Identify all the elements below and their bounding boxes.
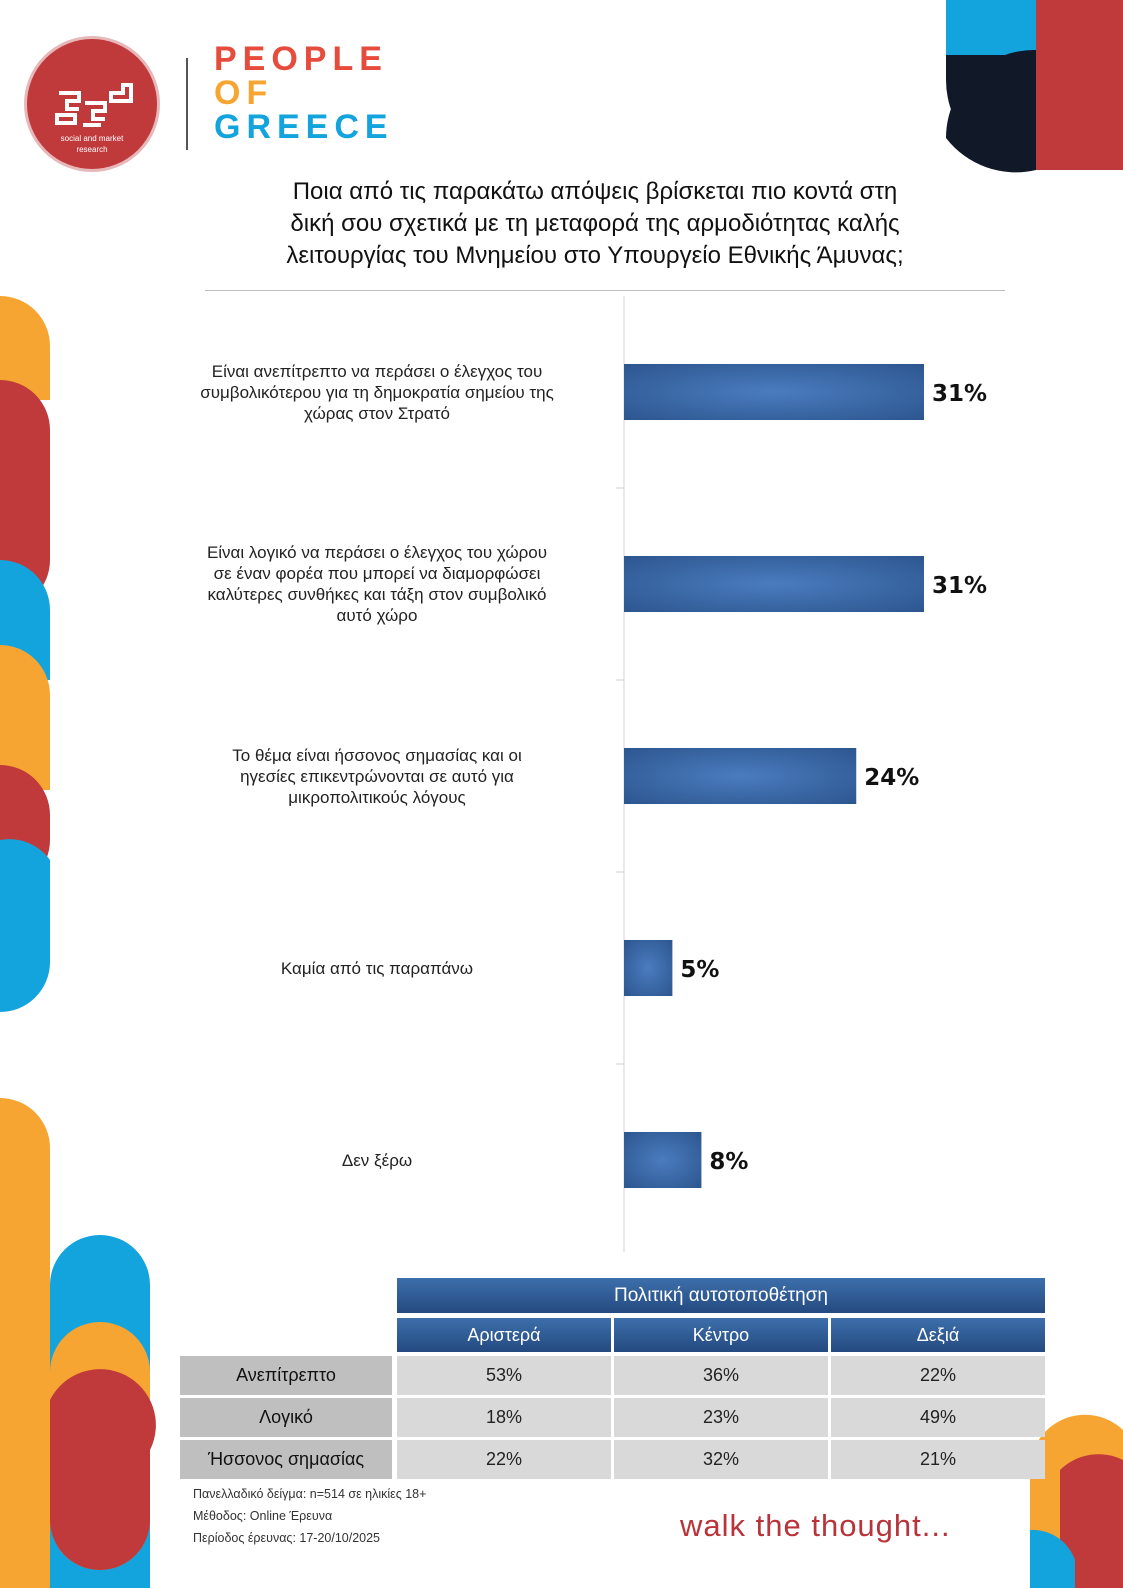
bar-category-label-line: χώρας στον Στρατό — [304, 403, 450, 423]
methodology-notes — [193, 1483, 426, 1549]
table-cell: 53% — [397, 1356, 611, 1395]
question-line: δική σου σχετικά με τη μεταφορά της αρμοδιότητας καλής — [290, 210, 900, 237]
bar-category-label-line: ηγεσίες επικεντρώνονται σε αυτό για — [240, 766, 514, 786]
bar-category-label-line: Δεν ξέρω — [341, 1150, 413, 1170]
brand-title-line-3: GREECE — [214, 108, 394, 146]
bar-category-label-line: Καμία από τις παραπάνω — [280, 958, 474, 978]
logo-subtitle: social and market research — [60, 134, 124, 154]
period-note: Περίοδος έρευνας: 17-20/10/2025 — [193, 1531, 381, 1545]
table-cell: 21% — [831, 1440, 1045, 1479]
bar-value-label: 5% — [680, 957, 720, 983]
table-cell: 36% — [614, 1356, 828, 1395]
table-column-header: Δεξιά — [831, 1318, 1045, 1352]
bar-value-label: 31% — [932, 381, 988, 407]
table-title: Πολιτική αυτοτοποθέτηση — [397, 1278, 1045, 1313]
bar-category-label-line: σε έναν φορέα που μπορεί να διαμορφώσει — [213, 564, 541, 583]
bar-category-label-line: Το θέμα είναι ήσσονος σημασίας και οι — [232, 745, 522, 765]
bar-category-label-line: αυτό χώρο — [336, 606, 418, 625]
table-cell: 32% — [614, 1440, 828, 1479]
table-column-header: Κέντρο — [614, 1318, 828, 1352]
question-line: Ποια από τις παρακάτω απόψεις βρίσκεται πιο κοντά στη — [292, 178, 898, 205]
table-column-header: Αριστερά — [397, 1318, 611, 1352]
bar-category-label-line: Είναι ανεπίτρεπτο να περάσει ο έλεγχος του — [211, 361, 543, 381]
method-note: Μέθοδος: Online Έρευνα — [193, 1509, 333, 1523]
table-cell: 22% — [397, 1440, 611, 1479]
bar — [624, 364, 924, 420]
bar — [624, 748, 856, 804]
brand-title-line-2: OF — [214, 74, 274, 112]
bar — [624, 1132, 701, 1188]
table-row-label: Ήσσονος σημασίας — [180, 1440, 392, 1479]
table-row-label: Ανεπίτρεπτο — [180, 1356, 392, 1395]
table-cell: 22% — [831, 1356, 1045, 1395]
bar — [624, 556, 924, 612]
question-line: λειτουργίας του Μνημείου στο Υπουργείο Εθνικής Άμυνας; — [286, 242, 904, 269]
bar-value-label: 24% — [864, 765, 920, 791]
table-cell: 18% — [397, 1398, 611, 1437]
sample-note: Πανελλαδικό δείγμα: n=514 σε ηλικίες 18+ — [193, 1487, 427, 1501]
bar-category-label-line: καλύτερες συνθήκες και τάξη στον συμβολικό — [207, 585, 547, 604]
bar-value-label: 8% — [709, 1149, 749, 1175]
bar-value-label: 31% — [932, 573, 988, 599]
bar — [624, 940, 672, 996]
bar-category-label-line: συμβολικότερου για τη δημοκρατία σημείου της — [200, 382, 554, 402]
bar-category-label-line: μικροπολιτικούς λόγους — [288, 787, 466, 807]
table-cell: 23% — [614, 1398, 828, 1437]
table-row-label: Λογικό — [180, 1398, 392, 1437]
bar-category-label-line: Είναι λογικό να περάσει ο έλεγχος του χώρου — [206, 543, 548, 562]
tagline: walk the thought... — [680, 1508, 951, 1543]
table-cell: 49% — [831, 1398, 1045, 1437]
brand-title-line-1: PEOPLE — [214, 40, 388, 78]
